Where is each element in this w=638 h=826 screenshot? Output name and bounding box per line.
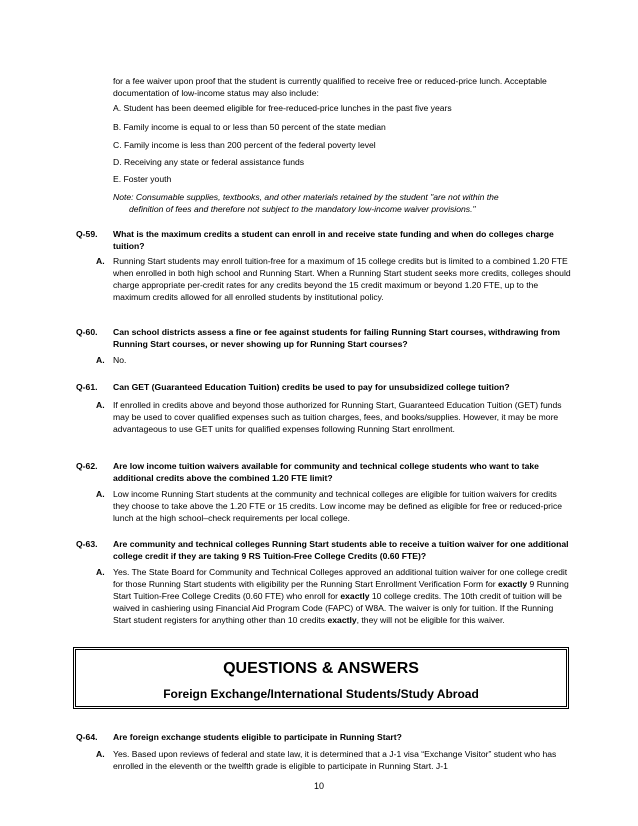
question-number: Q-62. [76, 461, 98, 471]
list-item: C. Family income is less than 200 percent of the federal poverty level [113, 140, 376, 150]
answer-segment: 9 Running Start Tuition-Free College Credits (0.60 FTE) who enroll for [113, 579, 569, 601]
answer-text: No. [113, 355, 127, 365]
note-line: Note: Consumable supplies, textbooks, and other materials retained by the student "are not within the [113, 192, 499, 202]
question-number: Q-61. [76, 382, 98, 392]
answer-label: A. [96, 749, 105, 759]
answer-segment: , they will not be eligible for this waiver. [356, 615, 505, 625]
answer-segment: Yes. The State Board for Community and Technical Colleges approved an additional tuition waiver for one college credit for those Running Start students with eligibility per the Running Start Enrollment Verification Form for [113, 567, 568, 589]
question-number: Q-64. [76, 732, 98, 742]
section-title: QUESTIONS & ANSWERS [223, 660, 419, 677]
question-number: Q-60. [76, 327, 98, 337]
emphasis-text: exactly [327, 615, 357, 625]
answer-text: Running Start students may enroll tuition-free for a maximum of 15 college credits but is limited to a combined 1.20 FTE when enrolled in both high school and Running Start. When a Running Start student seeks more credits, colleges should charge appropriate per-credit rates for any credits beyond the 15 credit maximum or beyond 1.20 FTE, up to the maximum credits allowed for all enrolled students by institutional policy. [113, 256, 571, 302]
list-item: B. Family income is equal to or less than 50 percent of the state median [113, 122, 386, 132]
answer-label: A. [96, 355, 105, 365]
question-text: What is the maximum credits a student can enroll in and receive state funding and when do colleges charge tuition? [113, 229, 554, 251]
section-banner [73, 647, 569, 709]
answer-text: If enrolled in credits above and beyond those authorized for Running Start, Guaranteed Education Tuition (GET) funds may be used to cover qualified expenses such as tuition charges, fees, and books/supplies. However, it may be more advantageous to use GET units for qualified expenses following Running Start enrollment. [113, 400, 562, 434]
answer-text [113, 566, 571, 626]
answer-text: Low income Running Start students at the community and technical colleges are eligible for tuition waivers for credits they choose to take above the 1.20 FTE or 15 credits. Low income may be defined as eligible for free or reduced-price lunch at the high school–check requirements per local college. [113, 489, 563, 523]
answer-segment: 10 college credits. The 10th credit of tuition will be waived in cashiering using Financial Aid Program Code (FAPC) of W8A. The waiver is only for tuition. If the Running Start student registers for anything other than 10 credits [113, 591, 562, 625]
answer-label: A. [96, 567, 105, 577]
question-number: Q-59. [76, 229, 98, 239]
question-text: Can GET (Guaranteed Education Tuition) credits be used to pay for unsubsidized college tuition? [113, 382, 510, 392]
question-text: Are community and technical colleges Running Start students able to receive a tuition waiver for one additional college credit if they are taking 9 RS Tuition-Free College Credits (0.60 FTE)? [113, 539, 569, 561]
question-text: Are foreign exchange students eligible to participate in Running Start? [113, 732, 402, 742]
page-number: 10 [313, 781, 324, 791]
note-paragraph [113, 191, 573, 215]
answer-text: Yes. Based upon reviews of federal and state law, it is determined that a J-1 visa “Exchange Visitor” student who has enrolled in the eleventh or the twelfth grade is eligible to participate in Running Start. J-1 [113, 749, 557, 771]
answer-label: A. [96, 489, 105, 499]
emphasis-text: exactly [498, 579, 528, 589]
question-text: Can school districts assess a fine or fee against students for failing Running Start courses, withdrawing from Running Start courses, or never showing up for Running Start courses? [113, 327, 560, 349]
question-text: Are low income tuition waivers available for community and technical college students who want to take additional credits above the combined 1.20 FTE limit? [113, 461, 539, 483]
note-line: definition of fees and therefore not subject to the mandatory low-income waiver provisions." [129, 204, 476, 214]
list-item: E. Foster youth [113, 174, 172, 184]
answer-label: A. [96, 256, 105, 266]
list-item: D. Receiving any state or federal assistance funds [113, 157, 305, 167]
intro-paragraph: for a fee waiver upon proof that the student is currently qualified to receive free or reduced-price lunch. Acceptable documentation of low-income status may also include: [113, 76, 547, 98]
question-number: Q-63. [76, 539, 98, 549]
emphasis-text: exactly [340, 591, 370, 601]
answer-label: A. [96, 400, 105, 410]
list-item: A. Student has been deemed eligible for free-reduced-price lunches in the past five years [113, 103, 452, 113]
section-subtitle: Foreign Exchange/International Students/Study Abroad [163, 687, 479, 701]
